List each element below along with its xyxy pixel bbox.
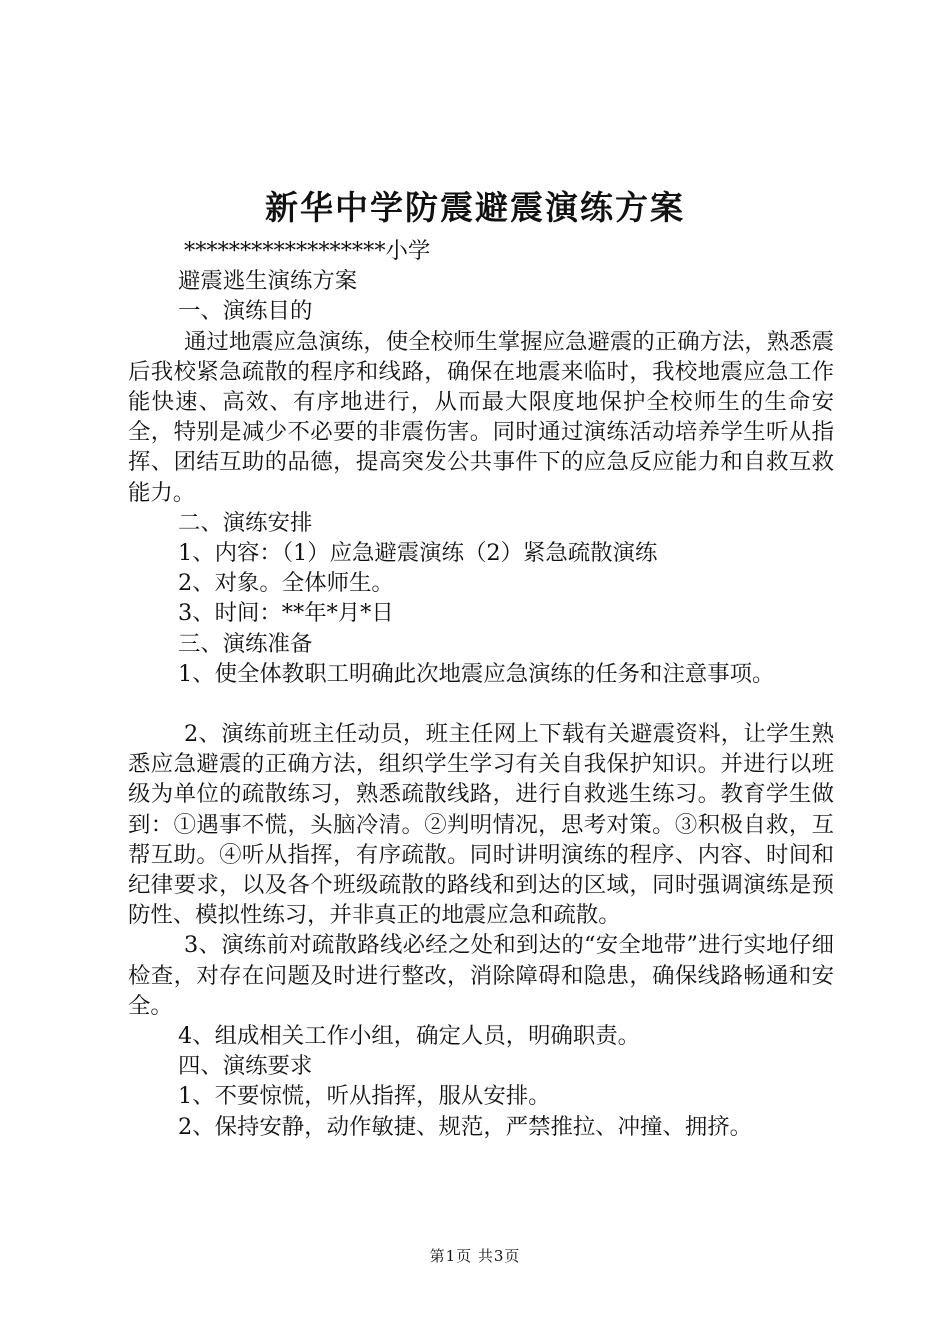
requirement-item-2: 2、保持安静，动作敏捷、规范，严禁推拉、冲撞、拥挤。 (178, 1113, 753, 1140)
preparation-item-3: 3、演练前对疏散路线必经之处和到达的“安全地带”进行实地仔细检查，对存在问题及时进行整改，消除障碍和隐患，确保线路畅通和安全。 (128, 932, 834, 1019)
school-name-line: ******************小学 (184, 238, 431, 264)
paragraph-purpose: 通过地震应急演练，使全校师生掌握应急避震的正确方法，熟悉震后我校紧急疏散的程序和线路，确保在地震来临时，我校地震应急工作能快速、高效、有序地进行，从而最大限度地保护全校师生的生命安全，特别是减少不必要的非震伤害。同时通过演练活动培养学生听从指挥、团结互助的品德，提高突发公共事件下的应急反应能力和自救互救能力。 (128, 328, 834, 506)
preparation-item-2: 2、演练前班主任动员，班主任网上下载有关避震资料，让学生熟悉应急避震的正确方法，组织学生学习有关自我保护知识。并进行以班级为单位的疏散练习，熟悉疏散线路，进行自救逃生练习。教育学生做到：①遇事不慌，头脑冷清。②判明情况，思考对策。③积极自救，互帮互助。④听从指挥，有序疏散。同时讲明演练的程序、内容、时间和纪律要求，以及各个班级疏散的路线和到达的区域，同时强调演练是预防性、模拟性练习，并非真正的地震应急和疏散。 (128, 721, 834, 929)
document-title: 新华中学防震避震演练方案 (265, 188, 685, 227)
requirement-item-1: 1、不要惊慌，听从指挥，服从安排。 (178, 1083, 551, 1110)
arrangement-item-3: 3、时间：**年*月*日 (178, 600, 394, 627)
preparation-item-1: 1、使全体教职工明确此次地震应急演练的任务和注意事项。 (178, 660, 775, 687)
section-heading-1: 一、演练目的 (178, 298, 313, 325)
arrangement-item-2: 2、对象。全体师生。 (178, 570, 394, 597)
paragraph-gap (128, 689, 834, 719)
section-heading-3: 三、演练准备 (178, 630, 313, 657)
page-footer: 第1页 共3页 (429, 1247, 521, 1265)
preparation-item-4: 4、组成相关工作小组，确定人员，明确职责。 (178, 1023, 641, 1050)
document-body (128, 236, 834, 1142)
section-heading-4: 四、演练要求 (178, 1053, 313, 1080)
arrangement-item-1: 1、内容：（1）应急避震演练（2）紧急疏散演练 (178, 540, 658, 567)
plan-subtitle: 避震逃生演练方案 (178, 268, 358, 295)
section-heading-2: 二、演练安排 (178, 509, 313, 536)
